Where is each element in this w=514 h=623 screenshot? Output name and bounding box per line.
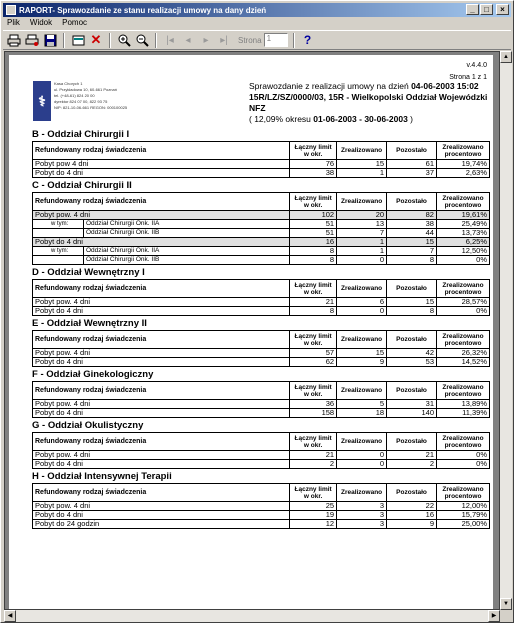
left-cell: 82 [387, 211, 437, 220]
left-cell: 22 [387, 502, 437, 511]
header-row [33, 280, 490, 298]
table-row [33, 229, 490, 238]
table-row [33, 220, 490, 229]
benefit-name-cell: Pobyt pow. 4 dni [33, 502, 290, 511]
institution-address [54, 81, 127, 121]
window-controls [466, 4, 509, 15]
vertical-scrollbar[interactable] [500, 51, 512, 610]
report-page [9, 55, 493, 610]
header-row [33, 331, 490, 349]
done-cell: 6 [337, 298, 387, 307]
limit-cell: 57 [290, 349, 337, 358]
header-row [33, 193, 490, 211]
toolbar-separator [155, 33, 157, 48]
report-header [249, 81, 489, 125]
sub-row-wrap [33, 220, 287, 228]
done-cell: 15 [337, 160, 387, 169]
period-range: 01-06-2003 - 30-06-2003 [313, 114, 408, 124]
column-header: Refundowany rodzaj świadczenia [33, 331, 290, 349]
column-header: Zrealizowano procentowo [437, 280, 490, 298]
section-table [32, 432, 490, 469]
done-cell: 1 [337, 169, 387, 178]
page-counter: Strona 1 z 1 [449, 74, 487, 81]
page-number-input[interactable]: 1 [264, 33, 288, 47]
left-cell: 9 [387, 520, 437, 529]
version-label: v.4.4.0 [466, 62, 487, 69]
percent-cell: 12,00% [437, 502, 490, 511]
column-header: Łączny limit w okr. [290, 280, 337, 298]
column-header: Pozostało [387, 280, 437, 298]
last-page-icon[interactable]: ▸| [220, 34, 228, 46]
limit-cell: 62 [290, 358, 337, 367]
sub-benefit-name: Oddział Chirurgii Onk. IIA [83, 220, 287, 228]
column-header: Zrealizowano [337, 280, 387, 298]
left-cell: 16 [387, 511, 437, 520]
column-header: Zrealizowano procentowo [436, 193, 489, 211]
header-prefix: Sprawozdanie z realizacji umowy na dzień [249, 81, 409, 91]
sub-label [33, 229, 83, 237]
left-cell: 8 [387, 256, 437, 265]
header-line-2 [249, 92, 489, 114]
benefit-name-cell [33, 220, 290, 229]
limit-cell: 19 [290, 511, 337, 520]
limit-cell: 8 [290, 256, 337, 265]
limit-cell: 25 [290, 502, 337, 511]
done-cell: 1 [337, 247, 387, 256]
section-table [32, 483, 490, 529]
menu-help[interactable]: Pomoc [62, 18, 88, 27]
sub-row-wrap [33, 247, 287, 255]
percent-cell: 6,25% [436, 238, 489, 247]
done-cell: 1 [337, 238, 387, 247]
done-cell: 9 [337, 358, 387, 367]
percent-cell: 25,49% [436, 220, 489, 229]
limit-cell: 21 [290, 451, 337, 460]
column-header: Zrealizowano procentowo [437, 382, 490, 400]
page-label: Strona [238, 35, 262, 45]
column-header: Zrealizowano [337, 433, 387, 451]
done-cell: 20 [337, 211, 387, 220]
left-cell: 31 [387, 400, 437, 409]
percent-cell: 13,73% [436, 229, 489, 238]
window-title: RAPORT- Sprawozdanie ze stanu realizacji umowy na dany dzień [19, 5, 267, 15]
limit-cell: 8 [290, 247, 337, 256]
benefit-name-cell: Pobyt do 4 dni [33, 238, 290, 247]
scroll-left-icon[interactable]: ◀ [4, 610, 16, 622]
column-header: Zrealizowano [337, 331, 387, 349]
table-row [33, 409, 490, 418]
table-row [33, 256, 490, 265]
sub-label: w tym: [51, 248, 69, 254]
zoom-out-icon[interactable] [134, 32, 150, 48]
help-icon[interactable]: ? [303, 33, 312, 47]
column-header: Zrealizowano procentowo [437, 331, 490, 349]
header-line-1 [249, 81, 489, 92]
benefit-name-cell [33, 256, 290, 265]
table-row [33, 160, 490, 169]
left-cell: 44 [387, 229, 437, 238]
column-header: Pozostało [387, 142, 437, 160]
header-date: 04-06-2003 15:02 [411, 81, 479, 91]
limit-cell: 36 [290, 400, 337, 409]
column-header: Refundowany rodzaj świadczenia [33, 484, 290, 502]
benefit-name-cell: Pobyt do 4 dni [33, 409, 290, 418]
address-line: ul. Przykładowa 10, 60-661 Poznań [54, 87, 117, 92]
print-setup-icon[interactable] [24, 32, 40, 48]
benefit-name-cell: Pobyt do 24 godzin [33, 520, 290, 529]
minimize-button[interactable]: _ [466, 4, 479, 15]
section-title: G - Oddział Okulistyczny [32, 420, 144, 431]
period-prefix: ( 12,09% okresu [249, 114, 311, 124]
done-cell: 3 [337, 520, 387, 529]
left-cell: 61 [387, 160, 437, 169]
column-header: Zrealizowano procentowo [437, 142, 490, 160]
limit-cell: 16 [290, 238, 337, 247]
title-bar[interactable] [3, 3, 511, 17]
section-table [32, 192, 490, 265]
print-icon[interactable] [6, 32, 22, 48]
section-title: E - Oddział Wewnętrzny II [32, 318, 147, 329]
benefit-name-cell: Pobyt do 4 dni [33, 307, 290, 316]
column-header: Łączny limit w okr. [290, 382, 337, 400]
limit-cell: 51 [290, 220, 337, 229]
table-row [33, 460, 490, 469]
done-cell: 15 [337, 349, 387, 358]
limit-cell: 2 [290, 460, 337, 469]
close-button[interactable]: × [496, 4, 509, 15]
benefit-name-cell: Pobyt do 4 dni [33, 358, 290, 367]
close-report-icon[interactable]: ✕ [90, 32, 102, 47]
percent-cell: 15,79% [437, 511, 490, 520]
section-table [32, 381, 490, 418]
table-row [33, 502, 490, 511]
sub-benefit-name: Oddział Chirurgii Onk. IIB [83, 229, 287, 237]
column-header: Łączny limit w okr. [290, 484, 337, 502]
toolbar-separator [63, 33, 65, 48]
table-row [33, 298, 490, 307]
percent-cell: 19,61% [436, 211, 489, 220]
benefit-name-cell: Pobyt pow. 4 dni [33, 400, 290, 409]
menu-file[interactable]: Plik [7, 18, 20, 27]
percent-cell: 12,50% [436, 247, 489, 256]
table-row [33, 451, 490, 460]
column-header: Pozostało [387, 193, 437, 211]
limit-cell: 38 [290, 169, 337, 178]
toolbar [3, 30, 511, 50]
address-line: NIP: 821-10-06-661 REGON: 000100025 [54, 105, 128, 110]
column-header: Łączny limit w okr. [290, 142, 337, 160]
benefit-name-cell [33, 247, 290, 256]
report-viewport[interactable] [4, 51, 500, 610]
done-cell: 0 [337, 460, 387, 469]
table-row [33, 211, 490, 220]
benefit-name-cell: Pobyt do 4 dni [33, 169, 290, 178]
table-row [33, 349, 490, 358]
benefit-name-cell: Pobyt pow. 4 dni [33, 211, 290, 220]
column-header: Refundowany rodzaj świadczenia [33, 142, 290, 160]
scroll-right-icon[interactable]: ▶ [488, 610, 500, 622]
menu-view[interactable]: Widok [29, 18, 53, 27]
zoom-in-icon[interactable] [116, 32, 132, 48]
benefit-name-cell: Pobyt pow 4 dni [33, 160, 290, 169]
percent-cell: 25,00% [437, 520, 490, 529]
prev-page-icon[interactable]: ◂ [185, 34, 191, 46]
percent-cell: 0% [437, 307, 490, 316]
horizontal-scrollbar[interactable] [4, 610, 500, 622]
column-header: Łączny limit w okr. [290, 193, 337, 211]
limit-cell: 102 [290, 211, 337, 220]
report-sections [32, 127, 490, 529]
limit-cell: 76 [290, 160, 337, 169]
table-row [33, 247, 490, 256]
left-cell: 21 [387, 451, 437, 460]
left-cell: 38 [387, 220, 437, 229]
header-row [33, 484, 490, 502]
table-row [33, 511, 490, 520]
left-cell: 8 [387, 307, 437, 316]
contract-info: 15R/LZ/SZ/0000/03, 15R - Wielkopolski Oddział Wojewódzki NFZ [249, 92, 488, 113]
header-row [33, 382, 490, 400]
export-icon[interactable] [70, 32, 86, 48]
column-header: Pozostało [387, 484, 437, 502]
done-cell: 0 [337, 451, 387, 460]
left-cell: 53 [387, 358, 437, 367]
maximize-button[interactable]: □ [480, 4, 493, 15]
limit-cell: 158 [290, 409, 337, 418]
app-icon [6, 5, 16, 15]
done-cell: 18 [337, 409, 387, 418]
address-line: tel. (+48-61) 824 20 00 [54, 93, 95, 98]
benefit-name-cell: Pobyt pow. 4 dni [33, 451, 290, 460]
benefit-name-cell: Pobyt do 4 dni [33, 511, 290, 520]
benefit-name-cell: Pobyt pow. 4 dni [33, 298, 290, 307]
column-header: Refundowany rodzaj świadczenia [33, 382, 290, 400]
section-title: B - Oddział Chirurgii I [32, 129, 130, 140]
left-cell: 15 [387, 298, 437, 307]
percent-cell: 13,89% [437, 400, 490, 409]
done-cell: 13 [337, 220, 387, 229]
column-header: Refundowany rodzaj świadczenia [33, 433, 290, 451]
save-icon[interactable] [42, 32, 58, 48]
limit-cell: 21 [290, 298, 337, 307]
left-cell: 15 [387, 238, 437, 247]
header-row [33, 142, 490, 160]
address-line: dyrektor 824 07 00, 822 93 75 [54, 99, 108, 104]
left-cell: 2 [387, 460, 437, 469]
first-page-icon[interactable]: |◂ [166, 34, 174, 46]
section-title: F - Oddział Ginekologiczny [32, 369, 154, 380]
header-row [33, 433, 490, 451]
column-header: Pozostało [387, 433, 437, 451]
left-cell: 42 [387, 349, 437, 358]
column-header: Pozostało [387, 382, 437, 400]
left-cell: 7 [387, 247, 437, 256]
benefit-name-cell: Pobyt do 4 dni [33, 460, 290, 469]
done-cell: 3 [337, 511, 387, 520]
sub-benefit-name: Oddział Chirurgii Onk. IIB [83, 256, 287, 264]
percent-cell: 19,74% [437, 160, 490, 169]
limit-cell: 12 [290, 520, 337, 529]
percent-cell: 26,32% [437, 349, 490, 358]
address-line: Kasa Chorych 1 [54, 81, 83, 86]
column-header: Łączny limit w okr. [290, 433, 337, 451]
limit-cell: 51 [290, 229, 337, 238]
column-header: Refundowany rodzaj świadczenia [33, 193, 290, 211]
table-row [33, 238, 490, 247]
percent-cell: 28,57% [437, 298, 490, 307]
done-cell: 0 [337, 307, 387, 316]
section-title: C - Oddział Chirurgii II [32, 180, 132, 191]
table-row [33, 307, 490, 316]
done-cell: 7 [337, 229, 387, 238]
scroll-down-icon[interactable]: ▼ [500, 598, 512, 610]
left-cell: 37 [387, 169, 437, 178]
column-header: Zrealizowano procentowo [437, 484, 490, 502]
menu-bar [3, 18, 87, 30]
column-header: Zrealizowano procentowo [437, 433, 490, 451]
toolbar-separator [109, 33, 111, 48]
header-line-3 [249, 114, 489, 125]
period-suffix: ) [410, 114, 414, 124]
sub-label [33, 256, 83, 264]
sub-benefit-name: Oddział Chirurgii Onk. IIA [83, 247, 287, 255]
percent-cell: 0% [437, 451, 490, 460]
done-cell: 3 [337, 502, 387, 511]
section-table [32, 330, 490, 367]
caduceus-logo-icon: ⚕ [33, 81, 51, 121]
sub-row-wrap [33, 256, 287, 264]
column-header: Zrealizowano [337, 382, 387, 400]
column-header: Łączny limit w okr. [290, 331, 337, 349]
benefit-name-cell: Pobyt pow. 4 dni [33, 349, 290, 358]
percent-cell: 14,52% [437, 358, 490, 367]
scroll-up-icon[interactable]: ▲ [500, 51, 512, 63]
percent-cell: 0% [437, 460, 490, 469]
sub-row-wrap [33, 229, 287, 237]
section-table [32, 141, 490, 178]
done-cell: 5 [337, 400, 387, 409]
next-page-icon[interactable]: ▸ [203, 34, 209, 46]
done-cell: 0 [337, 256, 387, 265]
logo-block [33, 81, 127, 121]
table-row [33, 520, 490, 529]
table-row [33, 358, 490, 367]
section-title: D - Oddział Wewnętrzny I [32, 267, 145, 278]
percent-cell: 0% [436, 256, 489, 265]
table-row [33, 169, 490, 178]
toolbar-separator [293, 33, 295, 48]
section-title: H - Oddział Intensywnej Terapii [32, 471, 172, 482]
percent-cell: 11,39% [437, 409, 490, 418]
sub-label: w tym: [51, 221, 69, 227]
column-header: Zrealizowano [337, 193, 387, 211]
column-header: Pozostało [387, 331, 437, 349]
percent-cell: 2,63% [437, 169, 490, 178]
section-table [32, 279, 490, 316]
limit-cell: 8 [290, 307, 337, 316]
column-header: Zrealizowano [337, 484, 387, 502]
left-cell: 140 [387, 409, 437, 418]
column-header: Zrealizowano [337, 142, 387, 160]
column-header: Refundowany rodzaj świadczenia [33, 280, 290, 298]
